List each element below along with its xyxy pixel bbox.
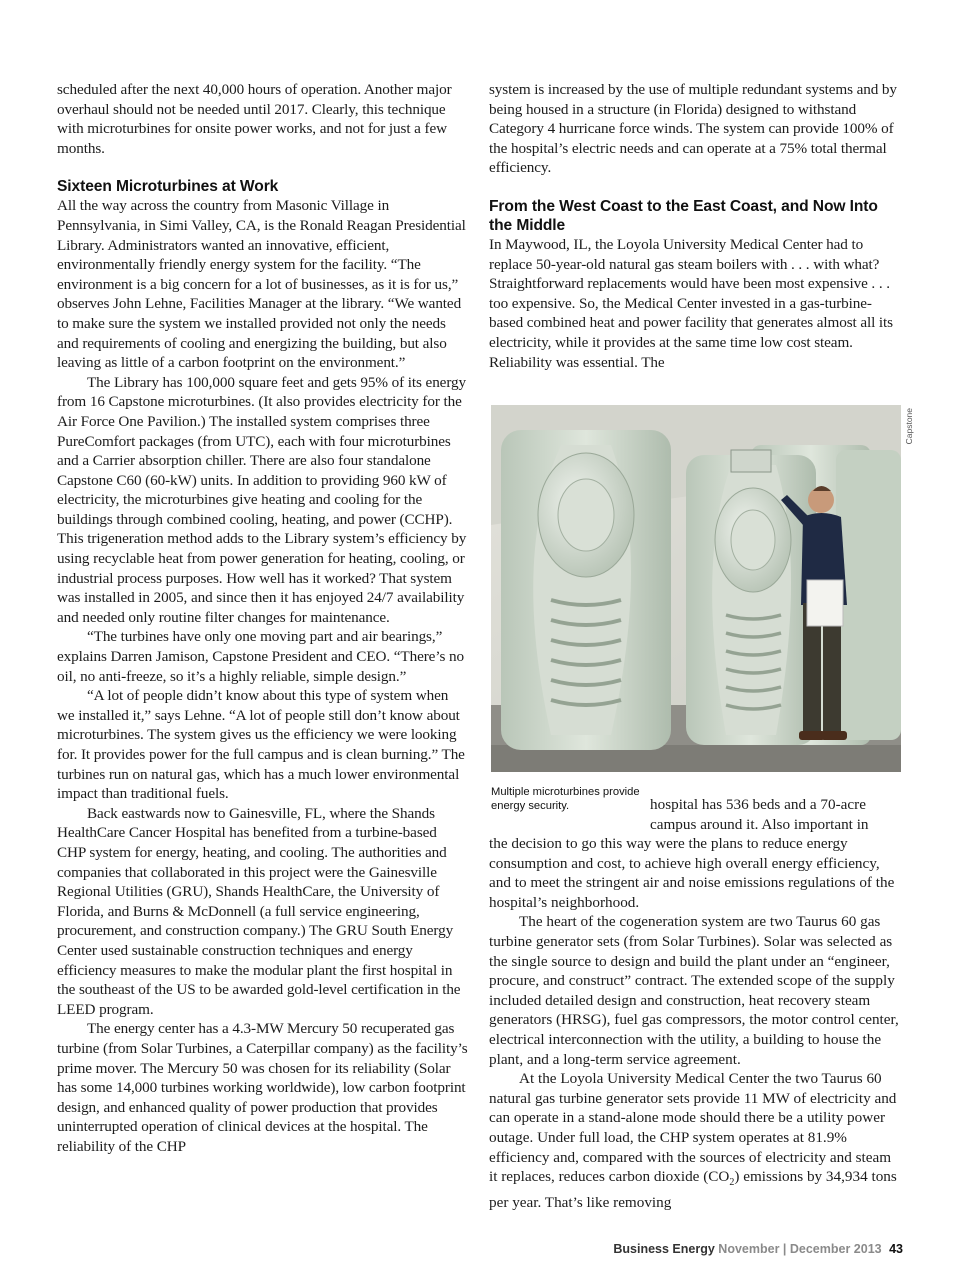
subscript: 2 [729,1177,735,1189]
paragraph: The heart of the cogeneration system are two Taurus 60 gas turbine generator sets (from Solar Turbines). Solar was selected as the single source to design and build the plant under an “engineer, procure, and construct” contract. The extended scope of the supply included detailed design and construction, heat recovery steam generators (HRSG), fuel gas compressors, the motor control center, electrical interconnection with the utility, a building to house the plant, and a long-term service agreement. [489,913,899,1068]
paragraph: Back eastwards now to Gainesville, FL, where the Shands HealthCare Cancer Hospital has benefited from a turbine-based CHP system for energy, heating, and cooling. The authorities and companies that collaborated in this project were the Gainesville Regional Utilities (GRU), Shands HealthCare, the University of Florida, and Burns & McDonnell (a full service engineering, procurement, and construction company.) The GRU South Energy Center used sustainable construction techniques and energy efficiency measures to make the modular plant the first hospital in the southeast of the US to be awarded gold-level certification in the LEED program. [57,804,461,1018]
left-column [57,80,469,1156]
issue-date: November | December 2013 [718,1242,882,1256]
paragraph: In Maywood, IL, the Loyola University Medical Center had to replace 50-year-old natural gas steam boilers with . . . with what? Straightforward replacements would have been most expensive . . . too expensive. So, the Medical Center invested in a gas-turbine-based combined heat and power facility that generates almost all its electricity, while it provides at the same time low cost steam. Reliability was essential. The [489,235,893,371]
paragraph: system is increased by the use of multiple redundant systems and by being housed in a structure (in Florida) designed to withstand Category 4 hurricane force winds. The system can provide 100% of the hospital’s electric needs and can operate at a 75% total thermal efficiency. [489,81,897,177]
paragraph: “The turbines have only one moving part and air bearings,” explains Darren Jamison, Capstone President and CEO. “There’s no oil, no anti-freeze, so it’s a highly reliable, simple design.” [57,628,464,685]
paragraph: The Library has 100,000 square feet and gets 95% of its energy from 16 Capstone microturbines. (It also provides electricity for the Air Force One Pavilion.) The installed system comprises three PureComfort packages (from UTC), each with four microturbines and a Carrier absorption chiller. There are also four standalone Capstone C60 (60-kW) units. In addition to providing 960 kW of electricity, the microturbines give heating and cooling for the buildings through combined cooling, heating, and power (CCHP). This trigeneration method adds to the Library system’s efficiency by using recyclable heat from power generation for heating, cooling, or industrial process purposes. How well has it worked? That system was installed in 2005, and since then it has enjoyed 24/7 availability and needed only routine filter changes for maintenance. [57,373,467,626]
magazine-name: Business Energy [613,1242,715,1256]
page-footer [613,1242,903,1256]
page-number: 43 [889,1242,903,1256]
right-column [489,80,903,372]
paragraph: All the way across the country from Masonic Village in Pennsylvania, in Simi Valley, CA, is the Ronald Reagan Presidential Library. Administrators wanted an innovative, efficient, environmentally friendly energy system for the facility. “The environment is a big concern for a lot of businesses, as it is for us,” observes John Lehne, Facilities Manager at the library. “We wanted to make sure the system we installed provided not only the needs and requirements of cooling and energizing the building, but also leaving as little of a carbon footprint on the environment.” [57,197,466,372]
paragraph: “A lot of people didn’t know about this type of system when we installed it,” says Lehne. “A lot of people still don’t know about microturbines. The system gives us the efficiency we were looking for. It provides power for the full campus and is clean burning.” The turbines run on natural gas, which has a much lower environmental impact than traditional fuels. [57,687,465,803]
text-run: At the Loyola University Medical Center the two Taurus 60 natural gas turbine generator sets provide 11 MW of electricity and can operate in a stand-alone mode should there be a utility power outage. Under full load, the CHP system operates at 81.9% efficiency and, compared with the sources of electricity and steam it replaces, reduces carbon dioxide (CO [489,1070,897,1186]
section-heading: From the West Coast to the East Coast, and Now Into the Middle [489,197,878,234]
paragraph: scheduled after the next 40,000 hours of operation. Another major overhaul should not be needed until 2017. Clearly, this technique with microturbines for onsite power works, and not for just a few months. [57,81,452,157]
right-column-continued [489,834,903,1212]
section-heading: Sixteen Microturbines at Work [57,178,279,196]
paragraph: the decision to go this way were the plans to reduce energy consumption and cost, to achieve high overall energy efficiency, and to meet the stringent air and noise emissions regulations of the hospital’s neighborhood. [489,835,895,911]
paragraph-wrap: hospital has 536 beds and a 70-acre campus around it. Also important in [650,796,869,833]
photo-credit: Capstone [904,408,914,445]
photo-caption: Multiple microturbines provide energy security. [491,786,640,812]
paragraph [489,1069,903,1212]
microturbines-photo [491,405,901,772]
paragraph: The energy center has a 4.3-MW Mercury 50 recuperated gas turbine (from Solar Turbines, a Caterpillar company) as the facility’s prime mover. The Mercury 50 was chosen for its reliability (Solar has some 14,000 turbines working worldwide), low carbon footprint design, and enhanced quality of power production that provides uninterrupted operation of clinical devices at the hospital. The reliability of the CHP [57,1020,468,1155]
text-run: ) emissions by 34,934 tons per year. That’s like removing [489,1168,897,1211]
